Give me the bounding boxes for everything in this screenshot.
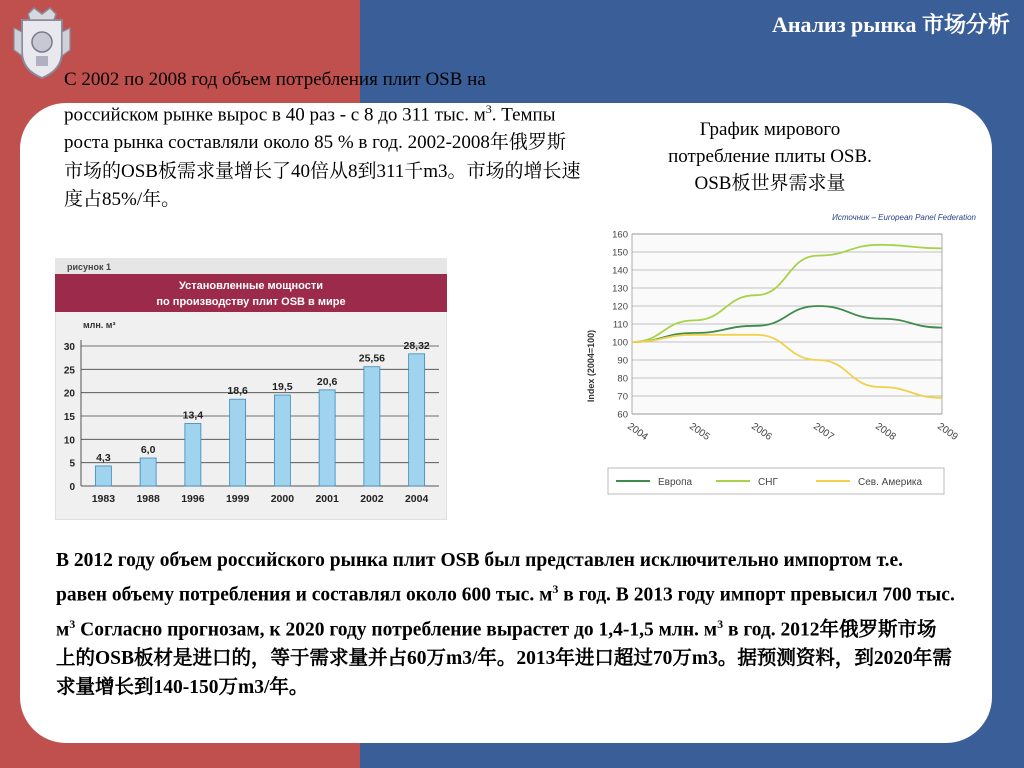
line-y-tick-label: 90 xyxy=(617,355,628,367)
bar-category-label: 1996 xyxy=(181,493,205,505)
bar-category-label: 1999 xyxy=(225,493,250,505)
bar-y-tick-label: 15 xyxy=(63,412,75,423)
line-chart-heading-line3: OSB板世界需求量 xyxy=(694,173,846,194)
bottom-p2: в год. В 2013 году импорт превысил 700 тыс. м xyxy=(56,584,955,640)
world-demand-line-chart xyxy=(580,206,980,502)
bar-category-label: 2002 xyxy=(360,493,384,505)
bar-value-label: 13,4 xyxy=(182,409,204,422)
bar-value-label: 20,6 xyxy=(316,375,338,388)
bottom-p4: в год. 2012年俄罗斯市场上的OSB板材是进口的，等于需求量并占60万m3/年。2013年进口超过70万m3。据预测资料，到2020年需求量增长到140-150万m3/年。 xyxy=(56,619,952,698)
line-chart-source: Источник – European Panel Federation xyxy=(832,213,976,222)
line-x-tick-label: 2006 xyxy=(749,421,774,443)
bar-y-tick-label: 5 xyxy=(69,458,75,470)
bar-y-tick-label: 0 xyxy=(69,482,75,493)
bar-y-tick-label: 30 xyxy=(63,342,75,353)
bottom-p3: Согласно прогнозам, к 2020 году потребление вырастет до 1,4-1,5 млн. м xyxy=(75,619,718,640)
line-y-tick-label: 160 xyxy=(612,229,628,241)
bar-chart-figure-label: рисунок 1 xyxy=(67,262,111,272)
legend-label: Европа xyxy=(658,477,693,488)
bar-chart-title-line2: по производству плит OSB в мире xyxy=(156,296,346,308)
line-y-tick-label: 80 xyxy=(617,373,628,385)
bottom-p1: В 2012 году объем российского рынка плит OSB был представлен исключительно импортом т.е. равен объему потребления и составлял около 600 тыс. м xyxy=(56,550,903,606)
bottom-sup1: 3 xyxy=(552,582,559,596)
line-chart-heading-line1: График мирового xyxy=(699,119,841,140)
bar-category-label: 2000 xyxy=(270,493,295,505)
line-y-tick-label: 130 xyxy=(612,283,628,295)
bar-value-label: 6,0 xyxy=(140,444,156,456)
bar-category-label: 1983 xyxy=(91,493,116,505)
bar-chart-title-line1: Установленные мощности xyxy=(178,280,324,292)
bar xyxy=(274,395,290,486)
intro-part1: С 2002 по 2008 год объем потребления плит OSB на российском рынке вырос в 40 раз - с 8 до 311 тыс. м xyxy=(64,69,486,125)
bar-value-label: 28,32 xyxy=(403,339,430,352)
bottom-text xyxy=(56,546,956,702)
bar-value-label: 18,6 xyxy=(227,385,248,398)
line-y-tick-label: 140 xyxy=(612,265,628,277)
intro-part2: . Темпы роста рынка составляли около 85 % в год. 2002-2008年俄罗斯市场的OSB板需求量增长了40倍从8到311千m3。市场的增长速度占85%/年。 xyxy=(64,103,581,211)
bar-chart-ylabel: млн. м³ xyxy=(83,320,116,330)
bottom-sup2: 3 xyxy=(69,616,76,631)
line-chart-heading xyxy=(620,116,920,197)
capacity-bar-chart xyxy=(55,258,447,520)
bar xyxy=(185,423,201,486)
line-y-tick-label: 120 xyxy=(612,301,628,313)
legend-label: СНГ xyxy=(758,477,778,488)
bar-category-label: 2001 xyxy=(315,493,339,505)
bar-value-label: 25,56 xyxy=(358,352,386,365)
bar-value-label: 19,5 xyxy=(272,381,293,393)
bar xyxy=(230,399,246,486)
bar xyxy=(409,354,425,486)
bar xyxy=(140,458,156,486)
line-y-tick-label: 100 xyxy=(612,337,628,349)
line-x-tick-label: 2005 xyxy=(687,421,712,443)
slide-title: Анализ рынка 市场分析 xyxy=(771,12,1010,37)
intro-sup: 3 xyxy=(485,101,492,116)
line-x-tick-label: 2009 xyxy=(935,421,960,443)
line-x-tick-label: 2004 xyxy=(625,421,650,443)
line-y-tick-label: 70 xyxy=(617,391,628,403)
line-chart-heading-line2: потребление плиты OSB. xyxy=(668,146,872,167)
line-y-tick-label: 110 xyxy=(612,319,628,331)
bar-category-label: 1988 xyxy=(136,493,160,505)
bar xyxy=(95,466,111,486)
bottom-sup3: 3 xyxy=(717,616,724,631)
line-x-tick-label: 2007 xyxy=(811,421,836,443)
bar xyxy=(319,390,335,486)
line-y-tick-label: 60 xyxy=(617,409,628,421)
legend-label: Сев. Америка xyxy=(858,477,923,488)
line-x-tick-label: 2008 xyxy=(873,421,898,443)
bar-y-tick-label: 20 xyxy=(63,388,75,400)
bar-y-tick-label: 10 xyxy=(63,435,75,447)
bar xyxy=(364,367,380,486)
bar-category-label: 2004 xyxy=(404,493,429,505)
bar-chart-label-strip xyxy=(55,258,447,274)
bar-y-tick-label: 25 xyxy=(63,365,75,377)
line-y-tick-label: 150 xyxy=(612,247,628,259)
intro-text xyxy=(64,66,584,215)
line-chart-ylabel: Index (2004=100) xyxy=(586,329,596,403)
bar-value-label: 4,3 xyxy=(96,451,111,464)
